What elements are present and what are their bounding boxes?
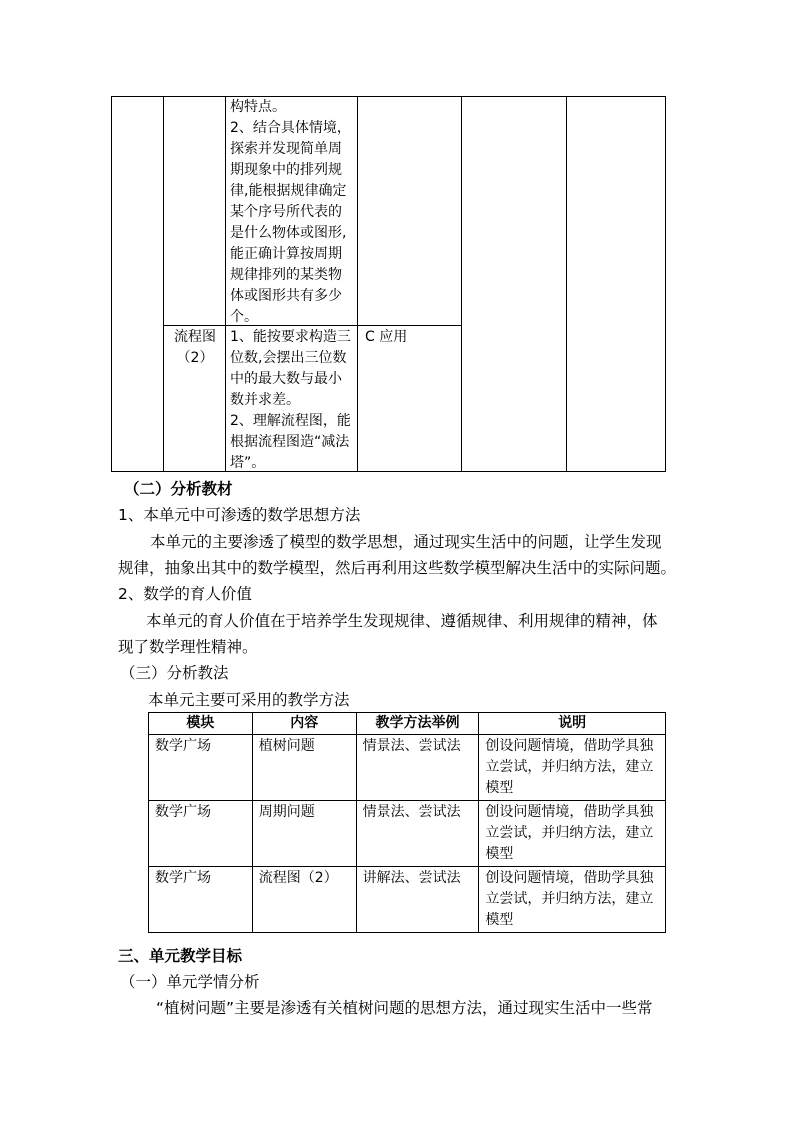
section-heading-analyze-textbook: （二）分析教材 bbox=[124, 480, 233, 498]
cell-module: 数学广场 bbox=[149, 867, 253, 933]
cell-line: 体或图形共有多少 bbox=[230, 288, 342, 304]
cell-line: 期现象中的排列规 bbox=[230, 162, 342, 178]
cell-line: 2、结合具体情境， bbox=[230, 120, 351, 136]
header-module: 模块 bbox=[149, 713, 253, 735]
paragraph-line: “植树问题”主要是渗透有关植树问题的思想方法，通过现实生活中一些常 bbox=[156, 999, 653, 1017]
header-content: 内容 bbox=[252, 713, 356, 735]
section-3-subtitle: （一）单元学情分析 bbox=[120, 973, 260, 991]
header-note: 说明 bbox=[479, 713, 666, 735]
objectives-table-continued bbox=[111, 96, 666, 472]
table-top-border bbox=[111, 96, 666, 97]
cell-line: 能正确计算按周期 bbox=[230, 246, 342, 262]
cell-line: 1、能按要求构造三 bbox=[230, 329, 351, 345]
teaching-method-table bbox=[148, 712, 666, 933]
cell-content: 周期问题 bbox=[252, 801, 356, 867]
section-3-title: 三、单元教学目标 bbox=[118, 947, 243, 965]
paragraph-line: 规律，抽象出其中的数学模型，然后再利用这些数学模型解决生活中的实际问题。 bbox=[118, 559, 677, 577]
method-intro: 本单元主要可采用的教学方法 bbox=[148, 691, 350, 709]
cell-module: 数学广场 bbox=[149, 735, 253, 801]
cell-level: C 应用 bbox=[365, 329, 408, 345]
cell-line: 流程图 bbox=[174, 329, 216, 345]
cell-topic-flowchart bbox=[169, 327, 221, 369]
cell-line: （2） bbox=[176, 350, 214, 366]
paragraph-line: 现了数学理性精神。 bbox=[118, 638, 258, 656]
cell-line: 中的最大数与最小 bbox=[230, 371, 342, 387]
table-bottom-border bbox=[111, 471, 666, 472]
cell-line: 规律排列的某类物 bbox=[230, 267, 342, 283]
col-border bbox=[163, 96, 164, 472]
cell-line: 个。 bbox=[230, 309, 258, 325]
table-row bbox=[149, 867, 666, 933]
section-heading-analyze-method: （三）分析教法 bbox=[120, 664, 229, 682]
table-header-row bbox=[149, 713, 666, 735]
cell-note: 创设问题情境，借助学具独立尝试，并归纳方法，建立模型 bbox=[479, 801, 666, 867]
col-border bbox=[225, 96, 226, 472]
table-row bbox=[149, 735, 666, 801]
cell-line: 是什么物体或图形, bbox=[230, 225, 347, 241]
cell-note: 创设问题情境，借助学具独立尝试，并归纳方法，建立模型 bbox=[479, 867, 666, 933]
col-border bbox=[461, 96, 462, 472]
cell-content: 流程图（2） bbox=[252, 867, 356, 933]
item-1-title: 1、本单元中可渗透的数学思想方法 bbox=[118, 506, 361, 524]
paragraph-line: 本单元的育人价值在于培养学生发现规律、遵循规律、利用规律的精神，体 bbox=[146, 612, 658, 630]
cell-module: 数学广场 bbox=[149, 801, 253, 867]
cell-line: 2、理解流程图，能 bbox=[230, 413, 351, 429]
cell-objective-flowchart bbox=[230, 327, 351, 474]
cell-line: 根据流程图造“减法 bbox=[230, 434, 350, 450]
cell-line: 探索并发现简单周 bbox=[230, 141, 342, 157]
cell-line: 某个序号所代表的 bbox=[230, 204, 342, 220]
cell-note: 创设问题情境，借助学具独立尝试，并归纳方法，建立模型 bbox=[479, 735, 666, 801]
item-2-title: 2、数学的育人价值 bbox=[118, 585, 252, 603]
cell-method: 情景法、尝试法 bbox=[356, 735, 479, 801]
table-row bbox=[149, 801, 666, 867]
col-border bbox=[357, 96, 358, 472]
col-border bbox=[566, 96, 567, 472]
col-border bbox=[111, 96, 112, 472]
cell-method: 情景法、尝试法 bbox=[356, 801, 479, 867]
col-border bbox=[665, 96, 666, 472]
paragraph-line: 本单元的主要渗透了模型的数学思想，通过现实生活中的问题，让学生发现 bbox=[150, 533, 662, 551]
cell-line: 塔”。 bbox=[230, 455, 266, 471]
cell-line: 数并求差。 bbox=[230, 392, 300, 408]
cell-line: 律,能根据规律确定 bbox=[230, 183, 347, 199]
cell-content: 植树问题 bbox=[252, 735, 356, 801]
cell-line: 位数,会摆出三位数 bbox=[230, 350, 347, 366]
header-method: 教学方法举例 bbox=[356, 713, 479, 735]
cell-method: 讲解法、尝试法 bbox=[356, 867, 479, 933]
cell-objective-periodic bbox=[230, 97, 351, 328]
cell-line: 构特点。 bbox=[230, 99, 286, 115]
